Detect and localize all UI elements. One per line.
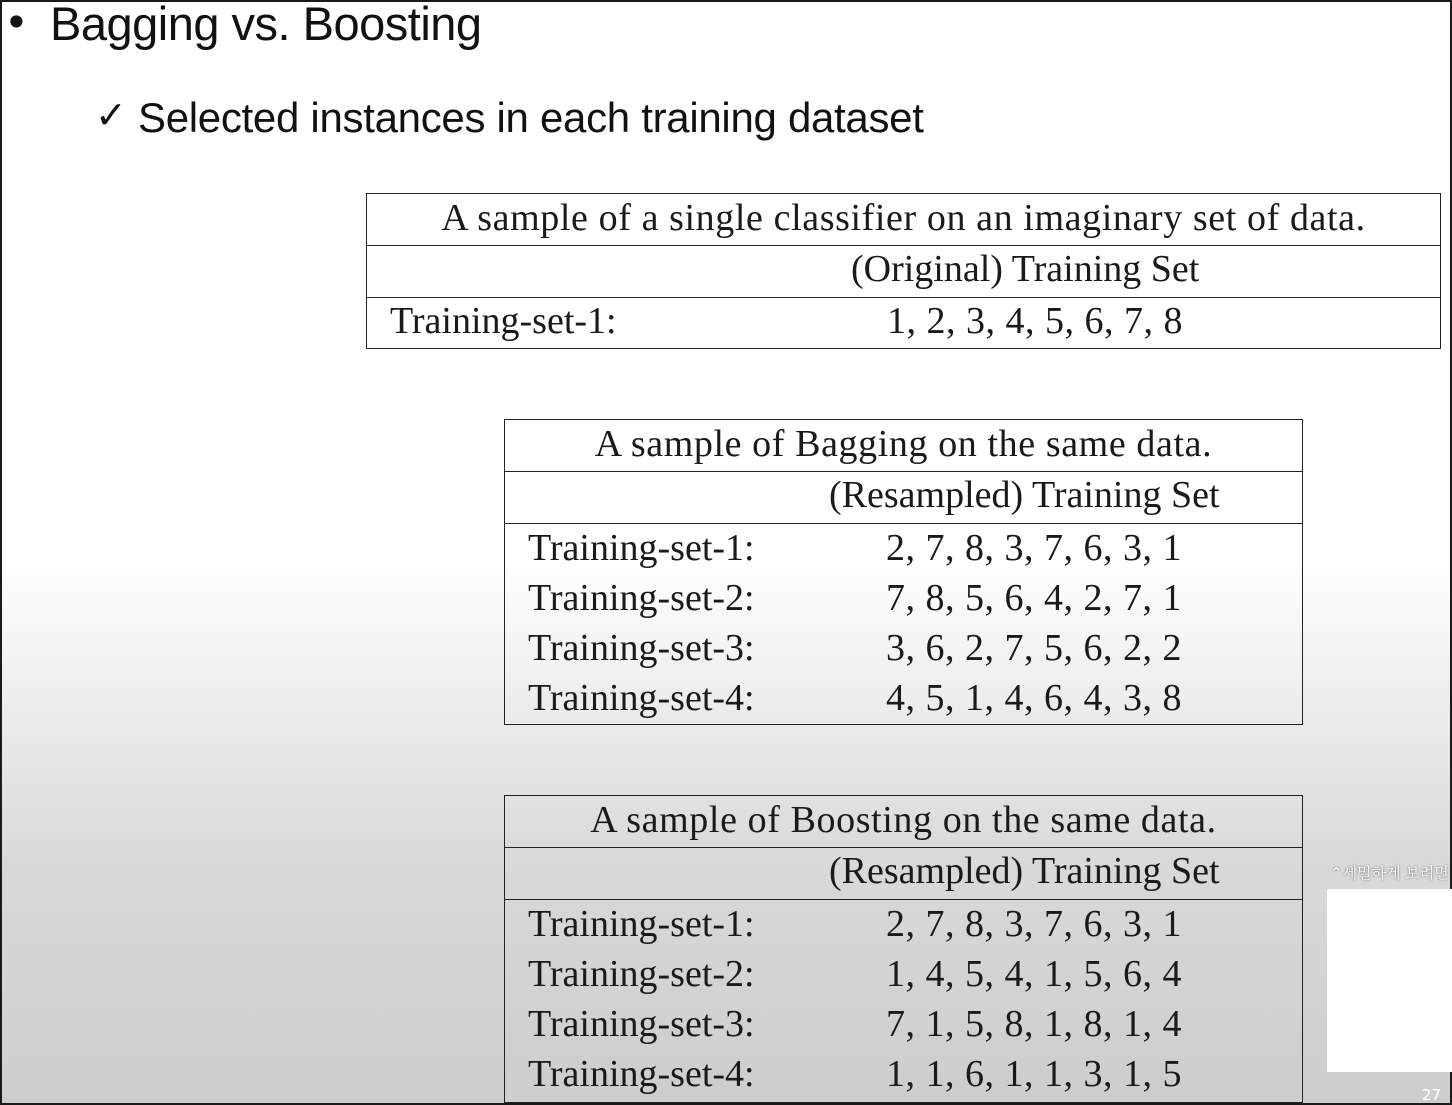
row-label: Training-set-2: [528, 953, 755, 995]
slide-title: Bagging vs. Boosting [50, 0, 482, 50]
table-row [505, 951, 1302, 1001]
table-header [505, 848, 1302, 900]
table-row [505, 675, 1302, 725]
zoom-hint-button[interactable]: ⌃세밀하게 보려면 [1330, 864, 1449, 882]
row-label: Training-set-4: [528, 677, 755, 719]
row-label: Training-set-2: [528, 577, 755, 619]
row-values: 7, 8, 5, 6, 4, 2, 7, 1 [886, 577, 1182, 619]
row-label: Training-set-4: [528, 1053, 755, 1095]
row-label: Training-set-1: [390, 300, 617, 342]
table-header [505, 472, 1302, 524]
row-values: 2, 7, 8, 3, 7, 6, 3, 1 [886, 903, 1182, 945]
row-label: Training-set-1: [528, 903, 755, 945]
table-header-label: (Resampled) Training Set [829, 850, 1220, 892]
table-row [505, 1051, 1302, 1101]
row-values: 7, 1, 5, 8, 1, 8, 1, 4 [886, 1003, 1182, 1045]
bullet-icon: • [4, 0, 29, 47]
boosting-table [504, 795, 1303, 1103]
row-label: Training-set-1: [528, 527, 755, 569]
row-values: 4, 5, 1, 4, 6, 4, 3, 8 [886, 677, 1182, 719]
table-row [505, 1001, 1302, 1051]
table-header-label: (Original) Training Set [851, 248, 1200, 290]
row-label: Training-set-3: [528, 1003, 755, 1045]
checkmark-icon: ✓ [95, 93, 127, 137]
bagging-table [504, 419, 1303, 725]
table-row [505, 525, 1302, 575]
row-label: Training-set-3: [528, 627, 755, 669]
table-row [505, 901, 1302, 951]
row-values: 1, 4, 5, 4, 1, 5, 6, 4 [886, 953, 1182, 995]
slide-subtitle: Selected instances in each training dataset [138, 94, 924, 141]
table-header [367, 246, 1440, 298]
table-caption: A sample of Boosting on the same data. [505, 796, 1302, 848]
table-caption: A sample of Bagging on the same data. [505, 420, 1302, 472]
row-values: 3, 6, 2, 7, 5, 6, 2, 2 [886, 627, 1182, 669]
page-number: 27 [1422, 1086, 1442, 1104]
table-caption: A sample of a single classifier on an imaginary set of data. [367, 194, 1440, 246]
row-values: 2, 7, 8, 3, 7, 6, 3, 1 [886, 527, 1182, 569]
row-values: 1, 1, 6, 1, 1, 3, 1, 5 [886, 1053, 1182, 1095]
overlay-panel [1327, 889, 1452, 1072]
single-classifier-table [366, 193, 1441, 349]
row-values: 1, 2, 3, 4, 5, 6, 7, 8 [887, 300, 1183, 342]
table-row [505, 625, 1302, 675]
table-row [367, 298, 1440, 348]
table-header-label: (Resampled) Training Set [829, 474, 1220, 516]
table-row [505, 575, 1302, 625]
